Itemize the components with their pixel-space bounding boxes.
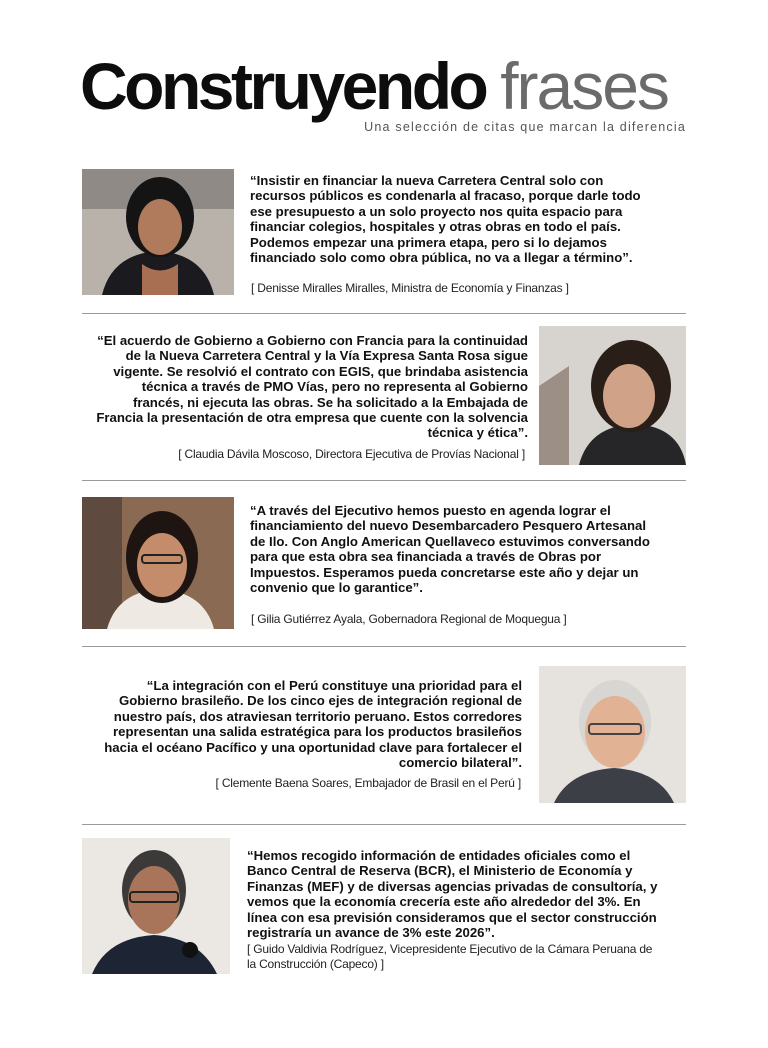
- title-accent: frases: [500, 49, 668, 123]
- quote-attribution-4: [ Clemente Baena Soares, Embajador de Brasil en el Perú ]: [215, 776, 521, 790]
- quote-text-3: “A través del Ejecutivo hemos puesto en agenda lograr el financiamiento del nuevo Desembarcadero Pesquero Artesanal de Ilo. Con Anglo American Quellaveco estuvimos conversando para que esta obra sea financiada a través de Obras por Impuestos. Esperamos pueda concretarse este año y dejar un convenio que lo garantice”.: [250, 503, 650, 596]
- portrait-photo-3: [82, 497, 234, 629]
- portrait-photo-2: [539, 326, 686, 465]
- quote-text-2: “El acuerdo de Gobierno a Gobierno con Francia para la continuidad de la Nueva Carretera Central y la Vía Expresa Santa Rosa sigue vigente. Se resolvió el contrato con EGIS, que brindaba asistencia técnica a través de PMO Vías, pero no representa al Gobierno francés, ni ejecuta las obras. Se ha solicitado a la Embajada de Francia la presentación de otra empresa que cuente con la solvencia técnica y ética”.: [96, 333, 528, 441]
- quote-text-5: “Hemos recogido información de entidades oficiales como el Banco Central de Reserva (BCR), el Ministerio de Economía y Finanzas (MEF) y de diversas agencias privadas de consultoría, y vemos que la economía crecería este año alrededor del 3%. En línea con esa previsión consideramos que el sector construcción registraría un avance de 3% este 2026”.: [247, 848, 658, 941]
- quote-text-1: “Insistir en financiar la nueva Carretera Central solo con recursos públicos es condenarla al fracaso, porque darle todo ese presupuesto a un solo proyecto nos quita espacio para financiar colegios, hospitales y otras obras en todo el país. Podemos empezar una primera etapa, pero si lo dejamos financiado solo como obra pública, no va a llegar a término”.: [250, 173, 641, 266]
- title-main: Construyendo: [80, 49, 486, 123]
- portrait-photo-5: [82, 838, 230, 974]
- quote-attribution-3: [ Gilia Gutiérrez Ayala, Gobernadora Regional de Moquegua ]: [251, 612, 567, 626]
- quote-attribution-5: [ Guido Valdivia Rodríguez, Vicepresidente Ejecutivo de la Cámara Peruana de la Construcción (Capeco) ]: [247, 942, 653, 971]
- portrait-photo-4: [539, 666, 686, 803]
- page-title: [80, 50, 668, 122]
- divider: [82, 480, 686, 481]
- quote-attribution-1: [ Denisse Miralles Miralles, Ministra de Economía y Finanzas ]: [251, 281, 569, 295]
- quote-text-4: “La integración con el Perú constituye una prioridad para el Gobierno brasileño. De los cinco ejes de integración regional de nuestro país, dos atraviesan territorio peruano. Estos corredores representan una salida estratégica para los productos brasileños hacia el océano Pacífico y una oportunidad clave para fortalecer el comercio bilateral”.: [104, 678, 522, 771]
- divider: [82, 824, 686, 825]
- divider: [82, 646, 686, 647]
- divider: [82, 313, 686, 314]
- portrait-photo-1: [82, 169, 234, 295]
- quote-attribution-2: [ Claudia Dávila Moscoso, Directora Ejecutiva de Provías Nacional ]: [178, 447, 525, 461]
- page-subtitle: Una selección de citas que marcan la diferencia: [364, 120, 686, 134]
